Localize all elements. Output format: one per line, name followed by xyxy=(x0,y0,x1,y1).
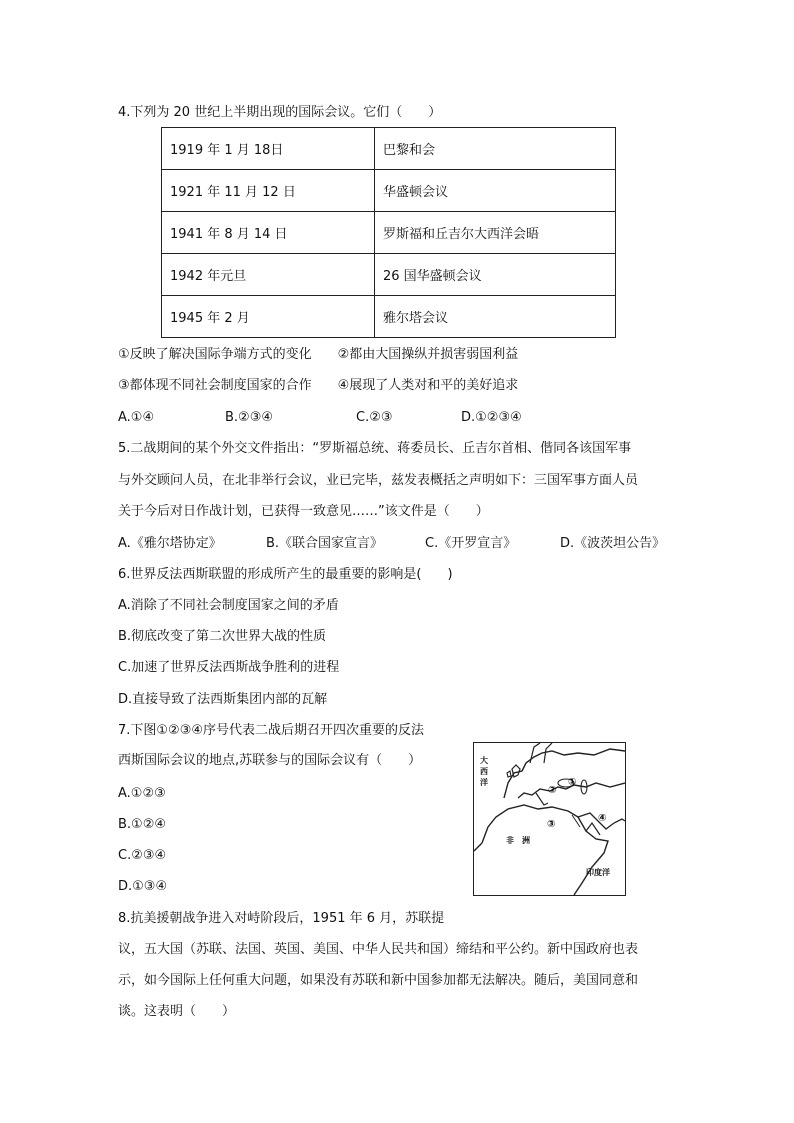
q5-option-c[interactable]: C.《开罗宣言》 xyxy=(425,536,517,551)
q4-stem: 4.下列为 20 世纪上半期出现的国际会议。它们（ ） xyxy=(118,105,442,120)
q6-stem: 6.世界反法西斯联盟的形成所产生的最重要的影响是( ) xyxy=(118,567,453,582)
q7-line-1: 7.下图①②③④序号代表二战后期召开四次重要的反法 xyxy=(118,723,425,738)
q8-line-3: 示，如今国际上任何重大问题，如果没有苏联和新中国参加都无法解决。随后，美国同意和 xyxy=(118,973,639,988)
q5-option-a[interactable]: A.《雅尔塔协定》 xyxy=(118,536,222,551)
table-cell-date: 1921 年 11 月 12 日 xyxy=(162,170,375,212)
q7-line-2: 西斯国际会议的地点,苏联参与的国际会议有（ ） xyxy=(118,753,422,768)
conference-map xyxy=(473,742,626,896)
table-cell-event: 雅尔塔会议 xyxy=(375,296,616,338)
q4-statement-2: ③都体现不同社会制度国家的合作 ④展现了人类对和平的美好追求 xyxy=(118,378,519,393)
table-cell-event: 26 国华盛顿会议 xyxy=(375,254,616,296)
q4-option-a[interactable]: A.①④ xyxy=(118,410,155,425)
q6-option-a[interactable]: A.消除了不同社会制度国家之间的矛盾 xyxy=(118,598,339,613)
q4-statement-1: ①反映了解决国际争端方式的变化 ②都由大国操纵并损害弱国利益 xyxy=(118,347,519,362)
table-row xyxy=(162,254,616,296)
q5-line-1: 5.二战期间的某个外交文件指出：“罗斯福总统、蒋委员长、丘吉尔首相、偕同各该国军事 xyxy=(118,441,632,456)
table-row xyxy=(162,128,616,170)
table-cell-event: 华盛顿会议 xyxy=(375,170,616,212)
q4-option-c[interactable]: C.②③ xyxy=(356,410,393,425)
map-label-atlantic-1: 大 xyxy=(480,756,488,765)
table-cell-date: 1945 年 2 月 xyxy=(162,296,375,338)
map-marker-2: ② xyxy=(548,785,557,796)
table-cell-event: 巴黎和会 xyxy=(375,128,616,170)
map-label-atlantic-2: 西 xyxy=(480,767,488,776)
q8-line-1: 8.抗美援朝战争进入对峙阶段后，1951 年 6 月，苏联提 xyxy=(118,911,445,926)
map-label-indian-ocean: 印度洋 xyxy=(586,868,610,877)
q7-option-a[interactable]: A.①②③ xyxy=(118,786,166,801)
table-row xyxy=(162,170,616,212)
table-cell-date: 1942 年元旦 xyxy=(162,254,375,296)
q8-line-4: 谈。这表明（ ） xyxy=(118,1004,236,1019)
q7-option-c[interactable]: C.②③④ xyxy=(118,848,167,863)
q4-options xyxy=(118,409,522,427)
table-cell-date: 1941 年 8 月 14 日 xyxy=(162,212,375,254)
map-marker-4: ④ xyxy=(598,813,607,824)
map-label-atlantic-3: 洋 xyxy=(480,778,488,787)
q6-option-c[interactable]: C.加速了世界反法西斯战争胜利的进程 xyxy=(118,660,340,675)
table-cell-event: 罗斯福和丘吉尔大西洋会晤 xyxy=(375,212,616,254)
q6-option-d[interactable]: D.直接导致了法西斯集团内部的瓦解 xyxy=(118,692,328,707)
map-label-africa: 非 洲 xyxy=(506,836,530,845)
table-row xyxy=(162,296,616,338)
q8-line-2: 议，五大国（苏联、法国、英国、美国、中华人民共和国）缔结和平公约。新中国政府也表 xyxy=(118,942,639,957)
q7-option-d[interactable]: D.①③④ xyxy=(118,879,168,894)
table-cell-date: 1919 年 1 月 18日 xyxy=(162,128,375,170)
q5-option-d[interactable]: D.《波茨坦公告》 xyxy=(560,536,666,551)
table-row xyxy=(162,212,616,254)
q4-option-d[interactable]: D.①②③④ xyxy=(461,410,522,425)
q5-options xyxy=(118,535,665,553)
q4-option-b[interactable]: B.②③④ xyxy=(225,410,274,425)
q6-option-b[interactable]: B.彻底改变了第二次世界大战的性质 xyxy=(118,629,327,644)
map-label-atlantic xyxy=(480,755,488,788)
map-marker-1: ① xyxy=(568,777,577,788)
conference-table xyxy=(161,127,616,338)
q5-option-b[interactable]: B.《联合国家宣言》 xyxy=(266,536,384,551)
q7-option-b[interactable]: B.①②④ xyxy=(118,817,167,832)
q5-line-2: 与外交顾问人员，在北非举行会议，业已完毕，兹发表概括之声明如下：三国军事方面人员 xyxy=(118,473,639,488)
map-marker-3: ③ xyxy=(547,819,556,830)
q5-line-3: 关于今后对日作战计划，已获得一致意见……”该文件是（ ） xyxy=(118,504,489,519)
